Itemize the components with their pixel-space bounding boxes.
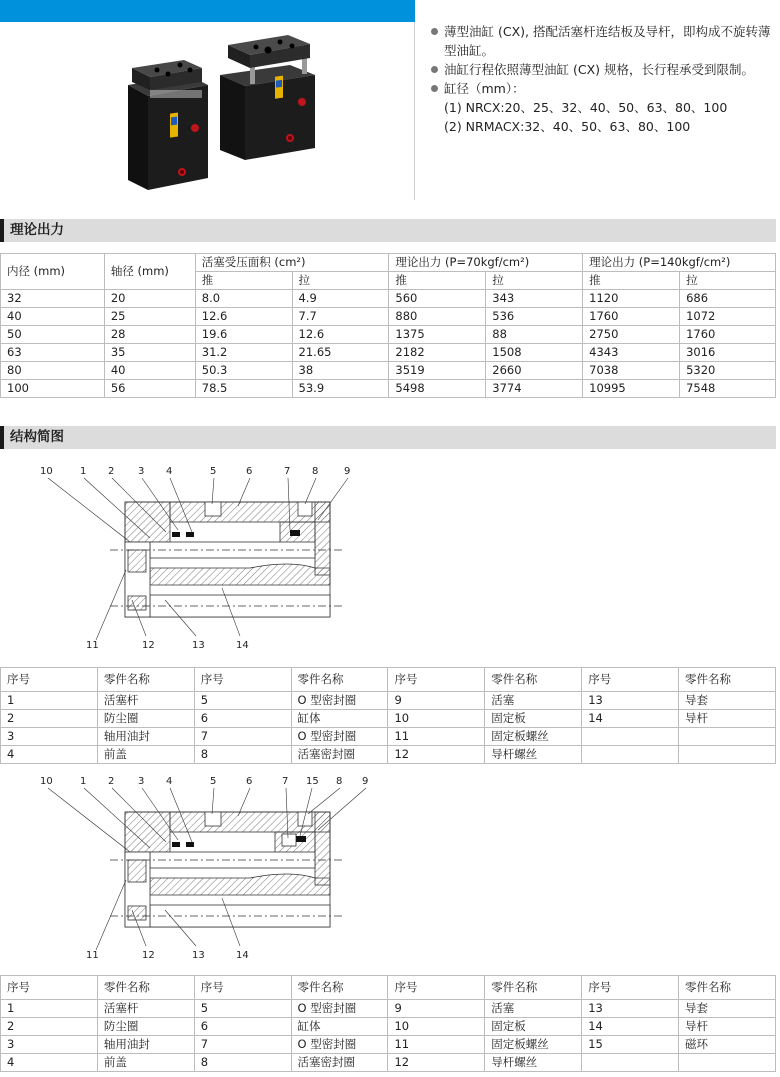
table-cell: 固定板螺丝 [485,1036,582,1054]
table-row [1,692,776,710]
table-cell: 20 [104,290,195,308]
callout-number: 10 [40,776,53,787]
table-cell: 3519 [389,362,486,380]
table-cell: 4343 [583,344,680,362]
table-cell: 4 [1,746,98,764]
bore-line: (1) NRCX:20、25、32、40、50、63、80、100 [444,100,728,115]
table-cell: 12.6 [292,326,389,344]
table-cell: 7548 [680,380,776,398]
callout-number: 13 [192,950,205,961]
callout-number: 7 [284,466,291,477]
diagram-2-labels [0,770,420,968]
callout-number: 12 [142,640,155,651]
table-cell: 560 [389,290,486,308]
callout-number: 14 [236,640,249,651]
table-cell: 4 [1,1054,98,1072]
table-cell: 7 [194,728,291,746]
table-row [1,290,776,308]
table-cell: 5 [194,692,291,710]
table-cell: 3016 [680,344,776,362]
table-cell: 50.3 [195,362,292,380]
callout-number: 12 [142,950,155,961]
table-cell [582,1054,679,1072]
header-p70: 理论出力 (P=70kgf/cm²) [389,254,583,272]
callout-number: 3 [138,466,145,477]
table-cell: 轴用油封 [97,1036,194,1054]
table-cell: 导杆螺丝 [485,1054,582,1072]
table-cell: 7038 [583,362,680,380]
table-row [1,344,776,362]
table-cell: 活塞 [485,692,582,710]
table-cell: 56 [104,380,195,398]
table-cell: 磁环 [679,1036,776,1054]
table-cell: 轴用油封 [97,728,194,746]
table-cell: 4.9 [292,290,389,308]
table-cell: 343 [486,290,583,308]
header-area: 活塞受压面积 (cm²) [195,254,389,272]
parts-table-1 [0,667,776,764]
table-cell: 78.5 [195,380,292,398]
table-row [1,1018,776,1036]
table-cell: 导杆螺丝 [485,746,582,764]
table-cell: 活塞杆 [97,1000,194,1018]
table-cell: 14 [582,1018,679,1036]
feature-item: 缸径（mm）： [430,79,775,98]
parts-header-cell: 零件名称 [97,668,194,692]
table-cell: 10995 [583,380,680,398]
callout-number: 11 [86,640,99,651]
parts-header-cell: 序号 [194,976,291,1000]
table-cell: 21.65 [292,344,389,362]
product-intro [0,0,780,200]
callout-number: 9 [362,776,369,787]
table-cell: 1 [1,1000,98,1018]
table-cell: 686 [680,290,776,308]
table-cell: 13 [582,692,679,710]
table-cell: O 型密封圈 [291,1000,388,1018]
parts-header-cell: 序号 [582,668,679,692]
table-cell: 11 [388,1036,485,1054]
feature-item: 薄型油缸 (CX), 搭配活塞杆连结板及导杆，即构成不旋转薄型油缸。 [430,22,775,60]
table-cell: 3 [1,1036,98,1054]
table-cell: 14 [582,710,679,728]
table-row [1,710,776,728]
table-cell: 2 [1,1018,98,1036]
table-cell: 活塞杆 [97,692,194,710]
callout-number: 15 [306,776,319,787]
table-cell: 防尘圈 [97,1018,194,1036]
table-row [1,746,776,764]
table-cell: 40 [104,362,195,380]
table-cell: 40 [1,308,105,326]
header-push: 推 [195,272,292,290]
table-cell: 缸体 [291,1018,388,1036]
table-cell [679,746,776,764]
table-cell: 固定板 [485,710,582,728]
header-p140: 理论出力 (P=140kgf/cm²) [583,254,776,272]
header-rod: 轴径 (mm) [104,254,195,290]
table-cell: 6 [194,710,291,728]
table-cell: 导套 [679,1000,776,1018]
table-cell: 5 [194,1000,291,1018]
feature-item: 油缸行程依照薄型油缸 (CX) 规格，长行程承受到限制。 [430,60,775,79]
callout-number: 1 [80,776,87,787]
callout-number: 10 [40,466,53,477]
photo-panel [0,0,415,200]
table-cell: 活塞密封圈 [291,1054,388,1072]
table-cell: 1508 [486,344,583,362]
table-cell: 32 [1,290,105,308]
table-row [1,362,776,380]
callout-number: 8 [312,466,319,477]
table-cell: 88 [486,326,583,344]
table-cell: 9 [388,1000,485,1018]
table-cell: 11 [388,728,485,746]
table-cell: 导杆 [679,1018,776,1036]
table-cell: 80 [1,362,105,380]
callout-number: 9 [344,466,351,477]
table-cell: 2 [1,710,98,728]
table-cell: 导杆 [679,710,776,728]
header-pull: 拉 [680,272,776,290]
table-cell: 25 [104,308,195,326]
callout-number: 11 [86,950,99,961]
table-cell: 活塞密封圈 [291,746,388,764]
table-cell: 7 [194,1036,291,1054]
table-cell: 12.6 [195,308,292,326]
table-cell: 前盖 [97,1054,194,1072]
table-cell: 2660 [486,362,583,380]
callout-number: 4 [166,776,173,787]
table-cell [582,746,679,764]
callout-number: 6 [246,776,253,787]
callout-number: 13 [192,640,205,651]
table-cell: 7.7 [292,308,389,326]
table-cell: 880 [389,308,486,326]
table-cell: 2182 [389,344,486,362]
callout-number: 5 [210,776,217,787]
table-cell [679,1054,776,1072]
parts-header-cell: 零件名称 [485,668,582,692]
table-row [1,380,776,398]
table-cell: 15 [582,1036,679,1054]
parts-header-cell: 零件名称 [291,976,388,1000]
callout-number: 7 [282,776,289,787]
parts-table-2 [0,975,776,1072]
table-cell: 35 [104,344,195,362]
table-cell: 6 [194,1018,291,1036]
table-cell: 防尘圈 [97,710,194,728]
parts-header-cell: 序号 [388,668,485,692]
table-cell: 8 [194,1054,291,1072]
table-row [1,1054,776,1072]
table-cell: 12 [388,1054,485,1072]
table-cell: 19.6 [195,326,292,344]
table-row [1,728,776,746]
table-cell: 10 [388,1018,485,1036]
table-cell: 53.9 [292,380,389,398]
table-cell [679,728,776,746]
parts-header-cell: 序号 [582,976,679,1000]
parts-header-cell: 零件名称 [291,668,388,692]
table-cell: 8.0 [195,290,292,308]
callout-number: 2 [108,776,115,787]
table-row [1,1000,776,1018]
table-row [1,326,776,344]
table-cell: 导套 [679,692,776,710]
table-cell: 31.2 [195,344,292,362]
table-cell: 63 [1,344,105,362]
table-cell: 3 [1,728,98,746]
callout-number: 6 [246,466,253,477]
callout-number: 8 [336,776,343,787]
callout-number: 3 [138,776,145,787]
header-pull: 拉 [486,272,583,290]
parts-header-cell: 序号 [1,668,98,692]
header-bore: 内径 (mm) [1,254,105,290]
table-cell: 固定板 [485,1018,582,1036]
parts-header-cell: 零件名称 [679,668,776,692]
callout-number: 4 [166,466,173,477]
parts-header-cell: 零件名称 [679,976,776,1000]
table-cell: 13 [582,1000,679,1018]
table-cell: 10 [388,710,485,728]
accent-bar [0,0,415,22]
callout-number: 14 [236,950,249,961]
table-cell: 50 [1,326,105,344]
diagram-1-labels [0,460,420,658]
table-cell: 12 [388,746,485,764]
table-cell: 1760 [680,326,776,344]
table-cell: 5320 [680,362,776,380]
table-row [1,308,776,326]
parts-header-row [1,668,776,692]
table-cell: 1072 [680,308,776,326]
table-cell: 缸体 [291,710,388,728]
header-pull: 拉 [292,272,389,290]
table-cell: 8 [194,746,291,764]
table-cell: 5498 [389,380,486,398]
parts-header-row [1,976,776,1000]
table-cell: O 型密封圈 [291,1036,388,1054]
table-cell: 固定板螺丝 [485,728,582,746]
table-cell: O 型密封圈 [291,692,388,710]
product-photo [110,30,330,195]
header-push: 推 [583,272,680,290]
table-cell: 1375 [389,326,486,344]
table-cell: 前盖 [97,746,194,764]
table-cell: 2750 [583,326,680,344]
feature-list [430,22,775,136]
table-cell: 1760 [583,308,680,326]
parts-header-cell: 序号 [194,668,291,692]
callout-number: 2 [108,466,115,477]
table-cell [582,728,679,746]
table-cell: 1120 [583,290,680,308]
table-cell: 3774 [486,380,583,398]
bore-line: (2) NRMACX:32、40、50、63、80、100 [444,119,691,134]
parts-header-cell: 零件名称 [485,976,582,1000]
callout-number: 1 [80,466,87,477]
header-push: 推 [389,272,486,290]
table-cell: 100 [1,380,105,398]
output-table [0,253,776,398]
parts-header-cell: 零件名称 [97,976,194,1000]
table-cell: 38 [292,362,389,380]
section-title-output: 理论出力 [0,219,776,242]
table-cell: 9 [388,692,485,710]
section-title-structure: 结构简图 [0,426,776,449]
table-cell: 536 [486,308,583,326]
callout-number: 5 [210,466,217,477]
table-cell: 活塞 [485,1000,582,1018]
table-cell: O 型密封圈 [291,728,388,746]
table-cell: 1 [1,692,98,710]
table-cell: 28 [104,326,195,344]
parts-header-cell: 序号 [1,976,98,1000]
parts-header-cell: 序号 [388,976,485,1000]
table-row [1,1036,776,1054]
